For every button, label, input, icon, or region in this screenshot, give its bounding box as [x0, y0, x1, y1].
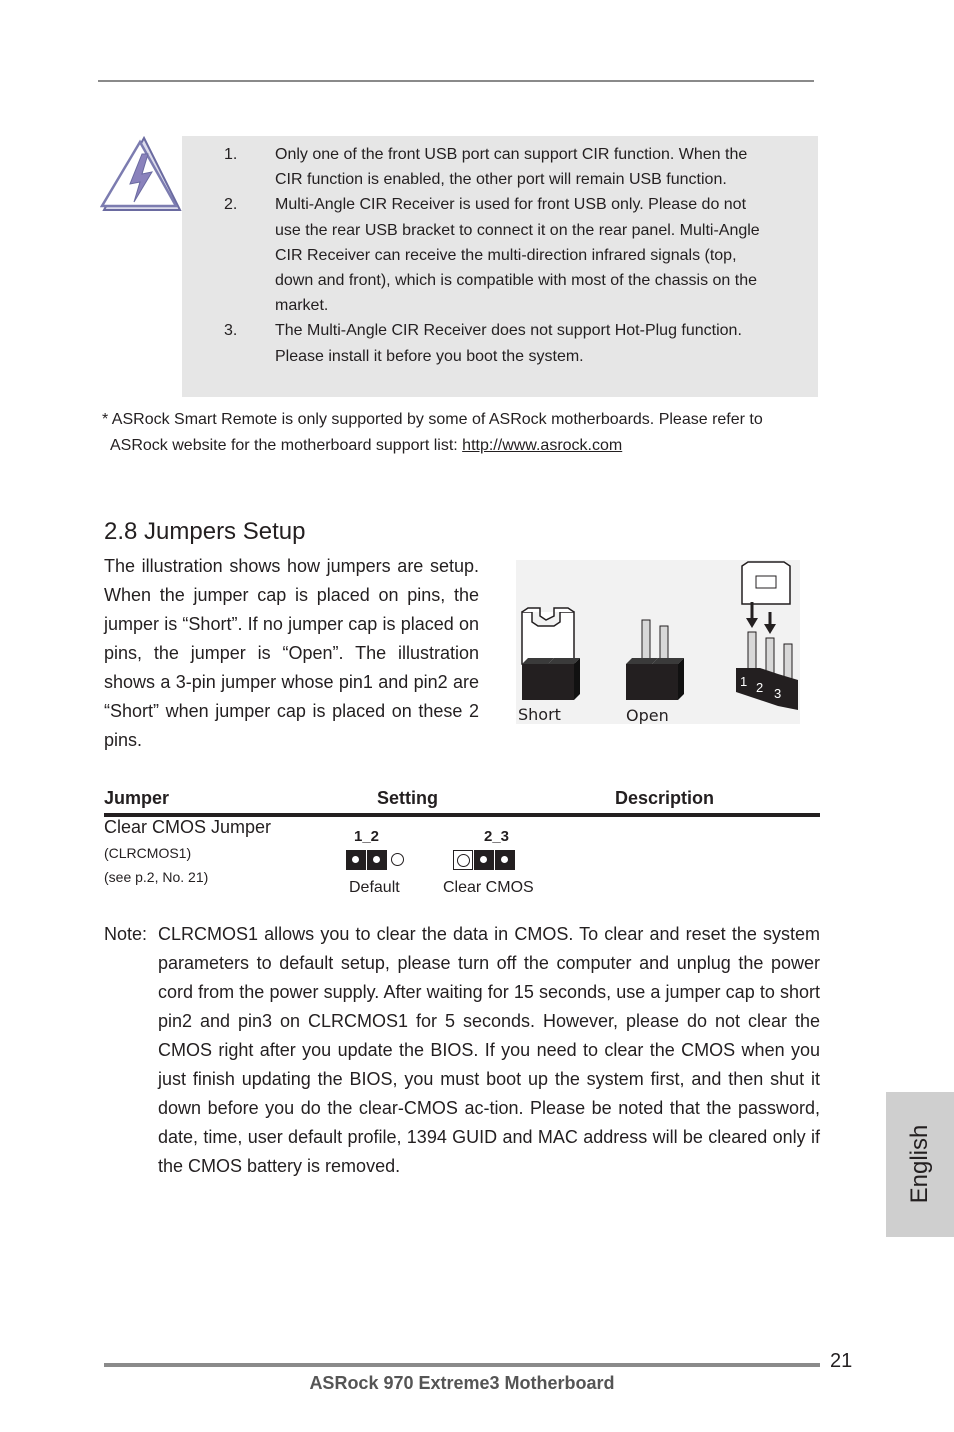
footer-title: ASRock 970 Extreme3 Motherboard	[309, 1373, 615, 1393]
jumper-illustration	[516, 560, 800, 724]
clear-pin-label: 2_3	[484, 828, 510, 845]
notice-text: The Multi-Angle CIR Receiver does not support Hot-Plug function. Please install it before you boot the system.	[275, 322, 742, 365]
pin-number-label: 1	[740, 674, 748, 689]
pin-shorted	[474, 850, 494, 870]
language-label: English	[906, 1124, 933, 1204]
pin-shorted	[367, 850, 387, 870]
pin-open	[388, 850, 408, 870]
asrock-website-link[interactable]: http://www.asrock.com	[462, 437, 623, 454]
notice-list	[182, 142, 818, 369]
language-tab	[886, 1092, 954, 1237]
jumper-id: (CLRCMOS1)	[104, 845, 192, 861]
header-setting: Setting	[377, 788, 438, 808]
notice-item	[182, 318, 818, 368]
footnote	[102, 407, 812, 459]
notice-number: 2.	[224, 196, 238, 214]
notice-text: Only one of the front USB port can support CIR function. When the CIR function is enabled, the other port will remain USB function.	[275, 146, 748, 189]
header-description: Description	[615, 788, 715, 808]
clear-cmos-setting-label: Clear CMOS	[443, 879, 534, 896]
pin-shorted	[495, 850, 515, 870]
notice-item	[182, 192, 818, 318]
intro-paragraph: The illustration shows how jumpers are setup. When the jumper cap is placed on pins, the jumper is “Short”. If no jumper cap is placed on pins, the jumper is “Open”. The illustration shows a 3-pin jumper whose pin1 and pin2 are “Short” when jumper cap is placed on these 2 pins.	[104, 556, 479, 750]
default-pin-diagram	[346, 850, 409, 874]
note-label: Note:	[104, 924, 148, 944]
pin-open	[453, 850, 473, 870]
default-setting-label: Default	[349, 879, 400, 896]
notice-text: Multi-Angle CIR Receiver is used for front USB only. Please do not use the rear USB bracket to connect it on the rear panel. Multi-Angle CIR Receiver can receive the multi-direction infrared signals (top, down and front), which is compatible with most of the chassis on the market.	[275, 196, 760, 315]
clear-cmos-pin-diagram	[453, 850, 516, 874]
note-text: CLRCMOS1 allows you to clear the data in CMOS. To clear and reset the system parameters to default setup, please turn off the computer and unplug the power cord from the power supply. After waiting for 15 seconds, use a jumper cap to short pin2 and pin3 on CLRCMOS1 for 5 seconds. However, please do not clear the CMOS right after you update the BIOS. If you need to clear the CMOS when you just finish updating the BIOS, you must boot up the system first, and then shut it down before you do the clear-CMOS ac-tion. Please be noted that the password, date, time, user default profile, 1394 GUID and MAC address will be cleared only if the CMOS battery is removed.	[158, 924, 820, 1176]
pin-shorted	[346, 850, 366, 870]
pin-number-label: 3	[774, 686, 782, 701]
bottom-rule	[104, 1363, 820, 1367]
header-jumper: Jumper	[104, 788, 170, 808]
page-number: 21	[830, 1350, 853, 1372]
open-label: Open	[626, 706, 669, 724]
notice-box	[182, 136, 818, 397]
section-title: 2.8 Jumpers Setup	[104, 518, 306, 545]
footnote-line-2	[102, 433, 812, 459]
short-label: Short	[518, 705, 561, 724]
clear-cmos-note	[104, 920, 820, 1181]
notice-number: 1.	[224, 146, 238, 163]
pin-number-label: 2	[756, 680, 764, 695]
footnote-line-1: * ASRock Smart Remote is only supported by some of ASRock motherboards. Please refer to	[102, 411, 763, 428]
default-pin-label: 1_2	[354, 828, 380, 845]
top-rule	[98, 80, 814, 82]
notice-number: 3.	[224, 322, 238, 340]
jumper-name: Clear CMOS Jumper	[104, 817, 272, 837]
notice-item	[182, 142, 818, 192]
footnote-prefix: ASRock website for the motherboard support list:	[110, 437, 463, 454]
jumper-reference: (see p.2, No. 21)	[104, 869, 209, 885]
warning-icon	[100, 136, 182, 214]
